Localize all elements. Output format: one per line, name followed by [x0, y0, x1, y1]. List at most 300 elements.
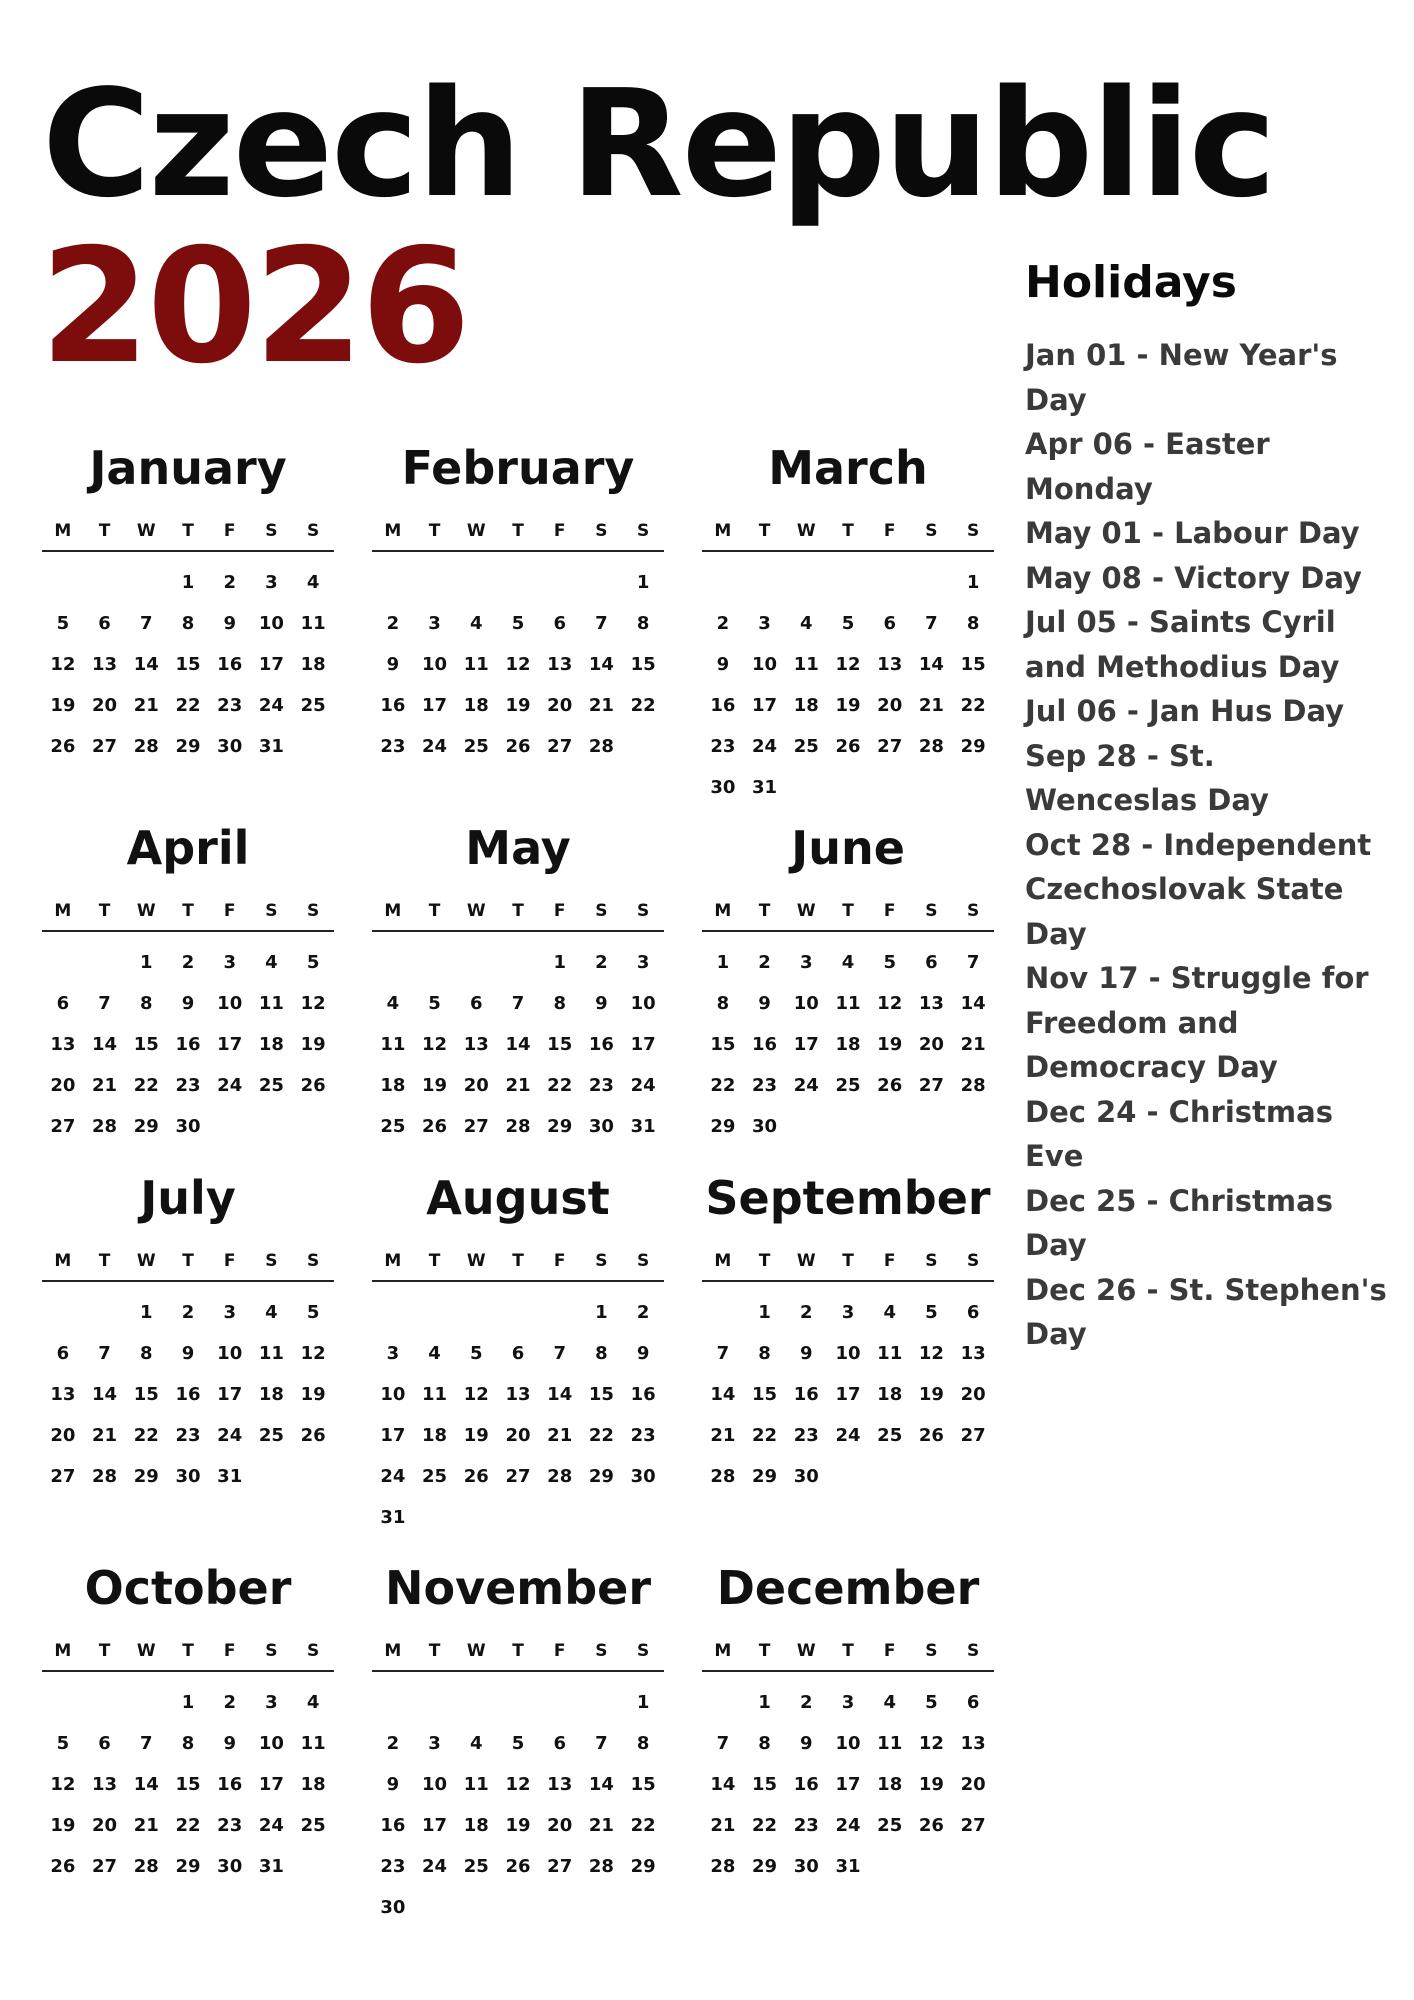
- day-cell: 20: [505, 1425, 531, 1446]
- month-name: January: [89, 441, 287, 495]
- empty-cell: [455, 942, 497, 983]
- weekday-label: W: [136, 521, 156, 541]
- day-cell: 17: [793, 1034, 819, 1055]
- empty-cell: [125, 562, 167, 603]
- day-cell: 21: [710, 1425, 736, 1446]
- day-cell: 13: [92, 654, 118, 675]
- empty-cell: [539, 562, 581, 603]
- weekday-label: T: [98, 521, 111, 541]
- weekday-label: S: [307, 521, 320, 541]
- day-cell: 1: [636, 572, 650, 593]
- day-cell: 21: [133, 695, 159, 716]
- day-cell: 25: [258, 1425, 284, 1446]
- day-cell: 5: [428, 993, 441, 1014]
- holiday-list: [1025, 333, 1390, 1357]
- holiday-item: Jan 01 - New Year's Day: [1025, 338, 1338, 417]
- weekday-label: T: [182, 901, 194, 921]
- day-cell: 6: [553, 613, 566, 634]
- day-cell: 1: [553, 952, 566, 973]
- weekday-label: S: [637, 1641, 650, 1661]
- day-cell: 18: [258, 1384, 284, 1405]
- month-june: [702, 820, 994, 1170]
- day-cell: 1: [716, 952, 730, 973]
- weekday-label: T: [842, 521, 854, 541]
- holiday-item: Dec 26 - St. Stephen's Day: [1025, 1272, 1387, 1351]
- day-cell: 9: [223, 1733, 236, 1754]
- day-cell: 23: [175, 1075, 201, 1096]
- day-cell: 3: [386, 1343, 400, 1364]
- weekday-label: T: [512, 521, 524, 541]
- weekday-label: M: [384, 901, 402, 921]
- day-cell: 23: [217, 1815, 243, 1836]
- holiday-item: Nov 17 - Struggle for Freedom and Democracy Day: [1025, 961, 1369, 1084]
- day-cell: 28: [92, 1466, 118, 1487]
- day-cell: 26: [50, 736, 76, 757]
- day-cell: 18: [463, 1815, 489, 1836]
- day-cell: 5: [883, 952, 896, 973]
- day-cell: 18: [422, 1425, 448, 1446]
- day-cell: 21: [960, 1034, 986, 1055]
- empty-cell: [702, 1682, 744, 1723]
- weekday-label: M: [54, 521, 72, 541]
- day-cell: 30: [175, 1466, 201, 1487]
- day-cell: 24: [217, 1075, 243, 1096]
- day-cell: 24: [380, 1466, 406, 1487]
- day-cell: 15: [133, 1384, 159, 1405]
- day-cell: 31: [752, 777, 778, 798]
- day-cell: 30: [175, 1116, 201, 1137]
- day-cell: 24: [217, 1425, 243, 1446]
- day-cell: 26: [505, 736, 531, 757]
- weekday-label: T: [758, 521, 771, 541]
- day-cell: 5: [511, 1733, 525, 1754]
- day-cell: 8: [758, 1343, 771, 1364]
- day-cell: 22: [752, 1425, 778, 1446]
- day-cell: 7: [98, 993, 111, 1014]
- day-cell: 13: [960, 1343, 986, 1364]
- month-april: [42, 820, 334, 1170]
- day-cell: 6: [98, 1733, 111, 1754]
- day-cell: 16: [588, 1034, 614, 1055]
- day-cell: 30: [380, 1897, 406, 1918]
- day-cell: 22: [752, 1815, 778, 1836]
- day-cell: 13: [918, 993, 944, 1014]
- empty-cell: [702, 1292, 744, 1333]
- empty-cell: [702, 562, 744, 603]
- weekday-label: T: [758, 1641, 771, 1661]
- day-cell: 19: [505, 1815, 531, 1836]
- day-cell: 20: [960, 1774, 986, 1795]
- month-name: October: [84, 1561, 292, 1615]
- month-name: July: [140, 1171, 236, 1225]
- day-cell: 24: [835, 1815, 861, 1836]
- day-cell: 28: [960, 1075, 986, 1096]
- holiday-item: Apr 06 - Easter Monday: [1025, 427, 1270, 506]
- day-cell: 2: [716, 613, 730, 634]
- weekday-label: W: [466, 521, 486, 541]
- day-cell: 29: [710, 1116, 736, 1137]
- day-cell: 12: [835, 654, 861, 675]
- day-cell: 4: [800, 613, 813, 634]
- day-cell: 8: [181, 1733, 195, 1754]
- day-cell: 3: [841, 1692, 855, 1713]
- day-cell: 12: [918, 1343, 944, 1364]
- day-cell: 16: [380, 695, 406, 716]
- empty-cell: [414, 942, 456, 983]
- weekday-label: M: [384, 1251, 402, 1271]
- day-cell: 1: [181, 572, 195, 593]
- empty-cell: [414, 1292, 456, 1333]
- day-cell: 21: [588, 695, 614, 716]
- day-cell: 9: [800, 1343, 813, 1364]
- day-cell: 28: [918, 736, 944, 757]
- empty-cell: [84, 942, 126, 983]
- day-cell: 2: [181, 952, 195, 973]
- weekday-label: S: [925, 1641, 938, 1661]
- day-cell: 26: [300, 1425, 326, 1446]
- holiday-item: Oct 28 - Independent Czechoslovak State Day: [1025, 827, 1372, 951]
- day-cell: 5: [306, 1302, 320, 1323]
- weekday-header: [702, 900, 994, 932]
- day-cell: 28: [547, 1466, 573, 1487]
- day-cell: 17: [422, 1815, 448, 1836]
- day-cell: 7: [511, 993, 525, 1014]
- day-cell: 4: [428, 1343, 441, 1364]
- day-cell: 3: [841, 1302, 855, 1323]
- day-cell: 23: [380, 1856, 406, 1877]
- day-cell: 30: [630, 1466, 656, 1487]
- day-cell: 11: [463, 654, 489, 675]
- day-cell: 17: [422, 695, 448, 716]
- weekday-header: [42, 1640, 334, 1672]
- empty-cell: [455, 1682, 497, 1723]
- day-cell: 31: [217, 1466, 243, 1487]
- weekday-label: F: [223, 901, 236, 921]
- weekday-label: T: [842, 1251, 854, 1271]
- day-cell: 8: [966, 613, 980, 634]
- day-cell: 2: [223, 1692, 236, 1713]
- day-cell: 13: [50, 1384, 76, 1405]
- weekday-label: M: [54, 901, 72, 921]
- day-cell: 12: [505, 654, 531, 675]
- day-cell: 16: [752, 1034, 778, 1055]
- weekday-label: W: [466, 1251, 486, 1271]
- day-cell: 16: [793, 1774, 819, 1795]
- day-grid: [702, 942, 994, 1147]
- weekday-header: [372, 1250, 664, 1282]
- day-cell: 9: [386, 1774, 400, 1795]
- day-cell: 7: [966, 952, 980, 973]
- day-cell: 16: [630, 1384, 656, 1405]
- day-cell: 14: [92, 1384, 118, 1405]
- day-cell: 23: [793, 1425, 819, 1446]
- day-cell: 17: [380, 1425, 406, 1446]
- weekday-label: T: [98, 1641, 111, 1661]
- day-cell: 23: [752, 1075, 778, 1096]
- empty-cell: [455, 1292, 497, 1333]
- weekday-label: M: [714, 1641, 732, 1661]
- day-cell: 14: [547, 1384, 573, 1405]
- day-cell: 13: [463, 1034, 489, 1055]
- day-cell: 3: [758, 613, 771, 634]
- day-cell: 8: [636, 1733, 650, 1754]
- day-cell: 20: [547, 695, 573, 716]
- day-cell: 15: [588, 1384, 614, 1405]
- day-grid: [372, 1682, 664, 1928]
- day-grid: [372, 1292, 664, 1538]
- day-cell: 3: [428, 613, 441, 634]
- day-cell: 22: [630, 695, 656, 716]
- day-grid: [372, 562, 664, 767]
- day-cell: 16: [793, 1384, 819, 1405]
- weekday-label: M: [384, 521, 402, 541]
- day-cell: 29: [133, 1466, 159, 1487]
- day-cell: 16: [175, 1384, 201, 1405]
- day-cell: 27: [92, 736, 118, 757]
- weekday-label: F: [223, 521, 236, 541]
- day-cell: 13: [505, 1384, 531, 1405]
- day-cell: 30: [217, 1856, 243, 1877]
- day-cell: 24: [422, 736, 448, 757]
- month-september: [702, 1170, 994, 1560]
- month-name: December: [716, 1561, 980, 1615]
- day-cell: 23: [217, 695, 243, 716]
- day-cell: 28: [133, 1856, 159, 1877]
- weekday-label: T: [512, 1641, 524, 1661]
- day-cell: 25: [258, 1075, 284, 1096]
- holidays-title: Holidays: [1025, 257, 1237, 308]
- weekday-label: T: [182, 1641, 194, 1661]
- day-cell: 18: [463, 695, 489, 716]
- day-cell: 8: [595, 1343, 608, 1364]
- day-cell: 6: [98, 613, 111, 634]
- day-cell: 16: [710, 695, 736, 716]
- holiday-item: Jul 06 - Jan Hus Day: [1025, 694, 1345, 728]
- day-cell: 1: [140, 952, 153, 973]
- empty-cell: [911, 562, 953, 603]
- day-cell: 25: [300, 1815, 326, 1836]
- day-cell: 21: [92, 1425, 118, 1446]
- weekday-header: [372, 900, 664, 932]
- month-name: August: [426, 1171, 610, 1225]
- day-cell: 23: [793, 1815, 819, 1836]
- weekday-label: F: [553, 521, 566, 541]
- day-cell: 9: [636, 1343, 650, 1364]
- day-cell: 28: [710, 1856, 736, 1877]
- weekday-label: T: [182, 521, 194, 541]
- day-cell: 29: [588, 1466, 614, 1487]
- day-cell: 27: [50, 1116, 76, 1137]
- page-title: Czech Republic: [42, 58, 1275, 230]
- day-cell: 23: [380, 736, 406, 757]
- day-cell: 6: [511, 1343, 525, 1364]
- day-cell: 22: [630, 1815, 656, 1836]
- day-cell: 12: [50, 1774, 76, 1795]
- day-cell: 29: [630, 1856, 656, 1877]
- day-cell: 19: [918, 1384, 944, 1405]
- weekday-label: W: [136, 901, 156, 921]
- empty-cell: [497, 942, 539, 983]
- weekday-label: T: [842, 1641, 854, 1661]
- day-cell: 12: [877, 993, 903, 1014]
- day-cell: 29: [175, 736, 201, 757]
- day-cell: 10: [422, 1774, 448, 1795]
- day-cell: 5: [56, 1733, 70, 1754]
- day-cell: 19: [300, 1384, 326, 1405]
- month-name: April: [126, 821, 250, 875]
- day-cell: 21: [547, 1425, 573, 1446]
- day-cell: 25: [835, 1075, 861, 1096]
- day-cell: 30: [793, 1856, 819, 1877]
- day-cell: 9: [716, 654, 730, 675]
- weekday-label: T: [842, 901, 854, 921]
- day-cell: 12: [300, 993, 326, 1014]
- day-cell: 26: [505, 1856, 531, 1877]
- weekday-label: S: [967, 1641, 980, 1661]
- holiday-item: Jul 05 - Saints Cyril and Methodius Day: [1025, 605, 1340, 684]
- day-cell: 4: [386, 993, 400, 1014]
- day-grid: [702, 1682, 994, 1887]
- weekday-label: S: [307, 1641, 320, 1661]
- day-cell: 14: [918, 654, 944, 675]
- day-cell: 22: [588, 1425, 614, 1446]
- day-cell: 14: [588, 1774, 614, 1795]
- day-cell: 12: [50, 654, 76, 675]
- day-cell: 4: [265, 1302, 278, 1323]
- day-cell: 6: [925, 952, 938, 973]
- day-cell: 23: [175, 1425, 201, 1446]
- empty-cell: [125, 1682, 167, 1723]
- day-cell: 1: [758, 1692, 771, 1713]
- weekday-header: [702, 520, 994, 552]
- day-cell: 28: [588, 736, 614, 757]
- empty-cell: [84, 562, 126, 603]
- weekday-label: S: [595, 901, 608, 921]
- day-cell: 14: [133, 654, 159, 675]
- day-cell: 22: [175, 1815, 201, 1836]
- day-cell: 25: [877, 1425, 903, 1446]
- day-cell: 20: [92, 695, 118, 716]
- day-cell: 14: [710, 1384, 736, 1405]
- day-cell: 3: [265, 1692, 278, 1713]
- day-cell: 27: [960, 1815, 986, 1836]
- weekday-label: W: [796, 521, 816, 541]
- day-cell: 2: [386, 1733, 400, 1754]
- weekday-label: M: [714, 901, 732, 921]
- day-cell: 17: [217, 1034, 243, 1055]
- day-cell: 4: [306, 572, 320, 593]
- empty-cell: [497, 1292, 539, 1333]
- holiday-item: May 01 - Labour Day: [1025, 516, 1360, 550]
- day-cell: 21: [710, 1815, 736, 1836]
- weekday-label: S: [595, 521, 608, 541]
- day-cell: 23: [630, 1425, 656, 1446]
- day-cell: 11: [793, 654, 819, 675]
- day-cell: 6: [56, 1343, 70, 1364]
- day-cell: 6: [966, 1692, 980, 1713]
- empty-cell: [455, 562, 497, 603]
- day-cell: 27: [918, 1075, 944, 1096]
- day-cell: 19: [50, 695, 76, 716]
- day-cell: 7: [716, 1343, 730, 1364]
- weekday-label: S: [967, 1251, 980, 1271]
- day-grid: [42, 562, 334, 767]
- day-cell: 23: [588, 1075, 614, 1096]
- day-cell: 29: [752, 1466, 778, 1487]
- day-cell: 14: [92, 1034, 118, 1055]
- weekday-label: F: [223, 1641, 236, 1661]
- month-grid: [42, 440, 994, 1960]
- weekday-label: S: [637, 901, 650, 921]
- holidays-panel: [1025, 255, 1390, 1357]
- day-cell: 20: [877, 695, 903, 716]
- day-cell: 19: [918, 1774, 944, 1795]
- weekday-label: S: [925, 1251, 938, 1271]
- day-cell: 7: [716, 1733, 730, 1754]
- holiday-item: May 08 - Victory Day: [1025, 560, 1362, 595]
- weekday-label: T: [428, 521, 441, 541]
- month-february: [372, 440, 664, 820]
- day-cell: 18: [300, 1774, 326, 1795]
- day-cell: 31: [630, 1116, 656, 1137]
- weekday-label: W: [796, 1641, 816, 1661]
- day-cell: 6: [470, 993, 483, 1014]
- empty-cell: [581, 562, 623, 603]
- day-cell: 21: [133, 1815, 159, 1836]
- month-november: [372, 1560, 664, 1960]
- day-cell: 4: [841, 952, 855, 973]
- day-cell: 21: [505, 1075, 531, 1096]
- day-cell: 13: [960, 1733, 986, 1754]
- day-cell: 7: [98, 1343, 111, 1364]
- weekday-label: F: [883, 901, 896, 921]
- empty-cell: [539, 1682, 581, 1723]
- day-cell: 7: [553, 1343, 566, 1364]
- day-cell: 9: [800, 1733, 813, 1754]
- weekday-label: W: [136, 1641, 156, 1661]
- day-cell: 12: [422, 1034, 448, 1055]
- weekday-label: S: [265, 1251, 278, 1271]
- weekday-label: S: [265, 1641, 278, 1661]
- day-cell: 18: [835, 1034, 861, 1055]
- day-cell: 11: [300, 613, 326, 634]
- empty-cell: [372, 562, 414, 603]
- month-december: [702, 1560, 994, 1960]
- empty-cell: [581, 1682, 623, 1723]
- day-cell: 25: [300, 695, 326, 716]
- day-cell: 15: [630, 1774, 656, 1795]
- day-cell: 10: [835, 1343, 861, 1364]
- day-cell: 15: [710, 1034, 736, 1055]
- day-cell: 11: [422, 1384, 448, 1405]
- day-cell: 16: [380, 1815, 406, 1836]
- day-cell: 2: [636, 1302, 650, 1323]
- day-cell: 5: [56, 613, 70, 634]
- day-cell: 15: [133, 1034, 159, 1055]
- day-cell: 25: [422, 1466, 448, 1487]
- empty-cell: [42, 1682, 84, 1723]
- holiday-item: Sep 28 - St. Wenceslas Day: [1025, 738, 1269, 817]
- day-cell: 4: [883, 1692, 896, 1713]
- day-cell: 20: [918, 1034, 944, 1055]
- empty-cell: [785, 562, 827, 603]
- day-cell: 21: [92, 1075, 118, 1096]
- day-cell: 14: [710, 1774, 736, 1795]
- day-grid: [42, 942, 334, 1147]
- day-cell: 22: [710, 1075, 736, 1096]
- day-cell: 26: [918, 1815, 944, 1836]
- day-cell: 13: [547, 1774, 573, 1795]
